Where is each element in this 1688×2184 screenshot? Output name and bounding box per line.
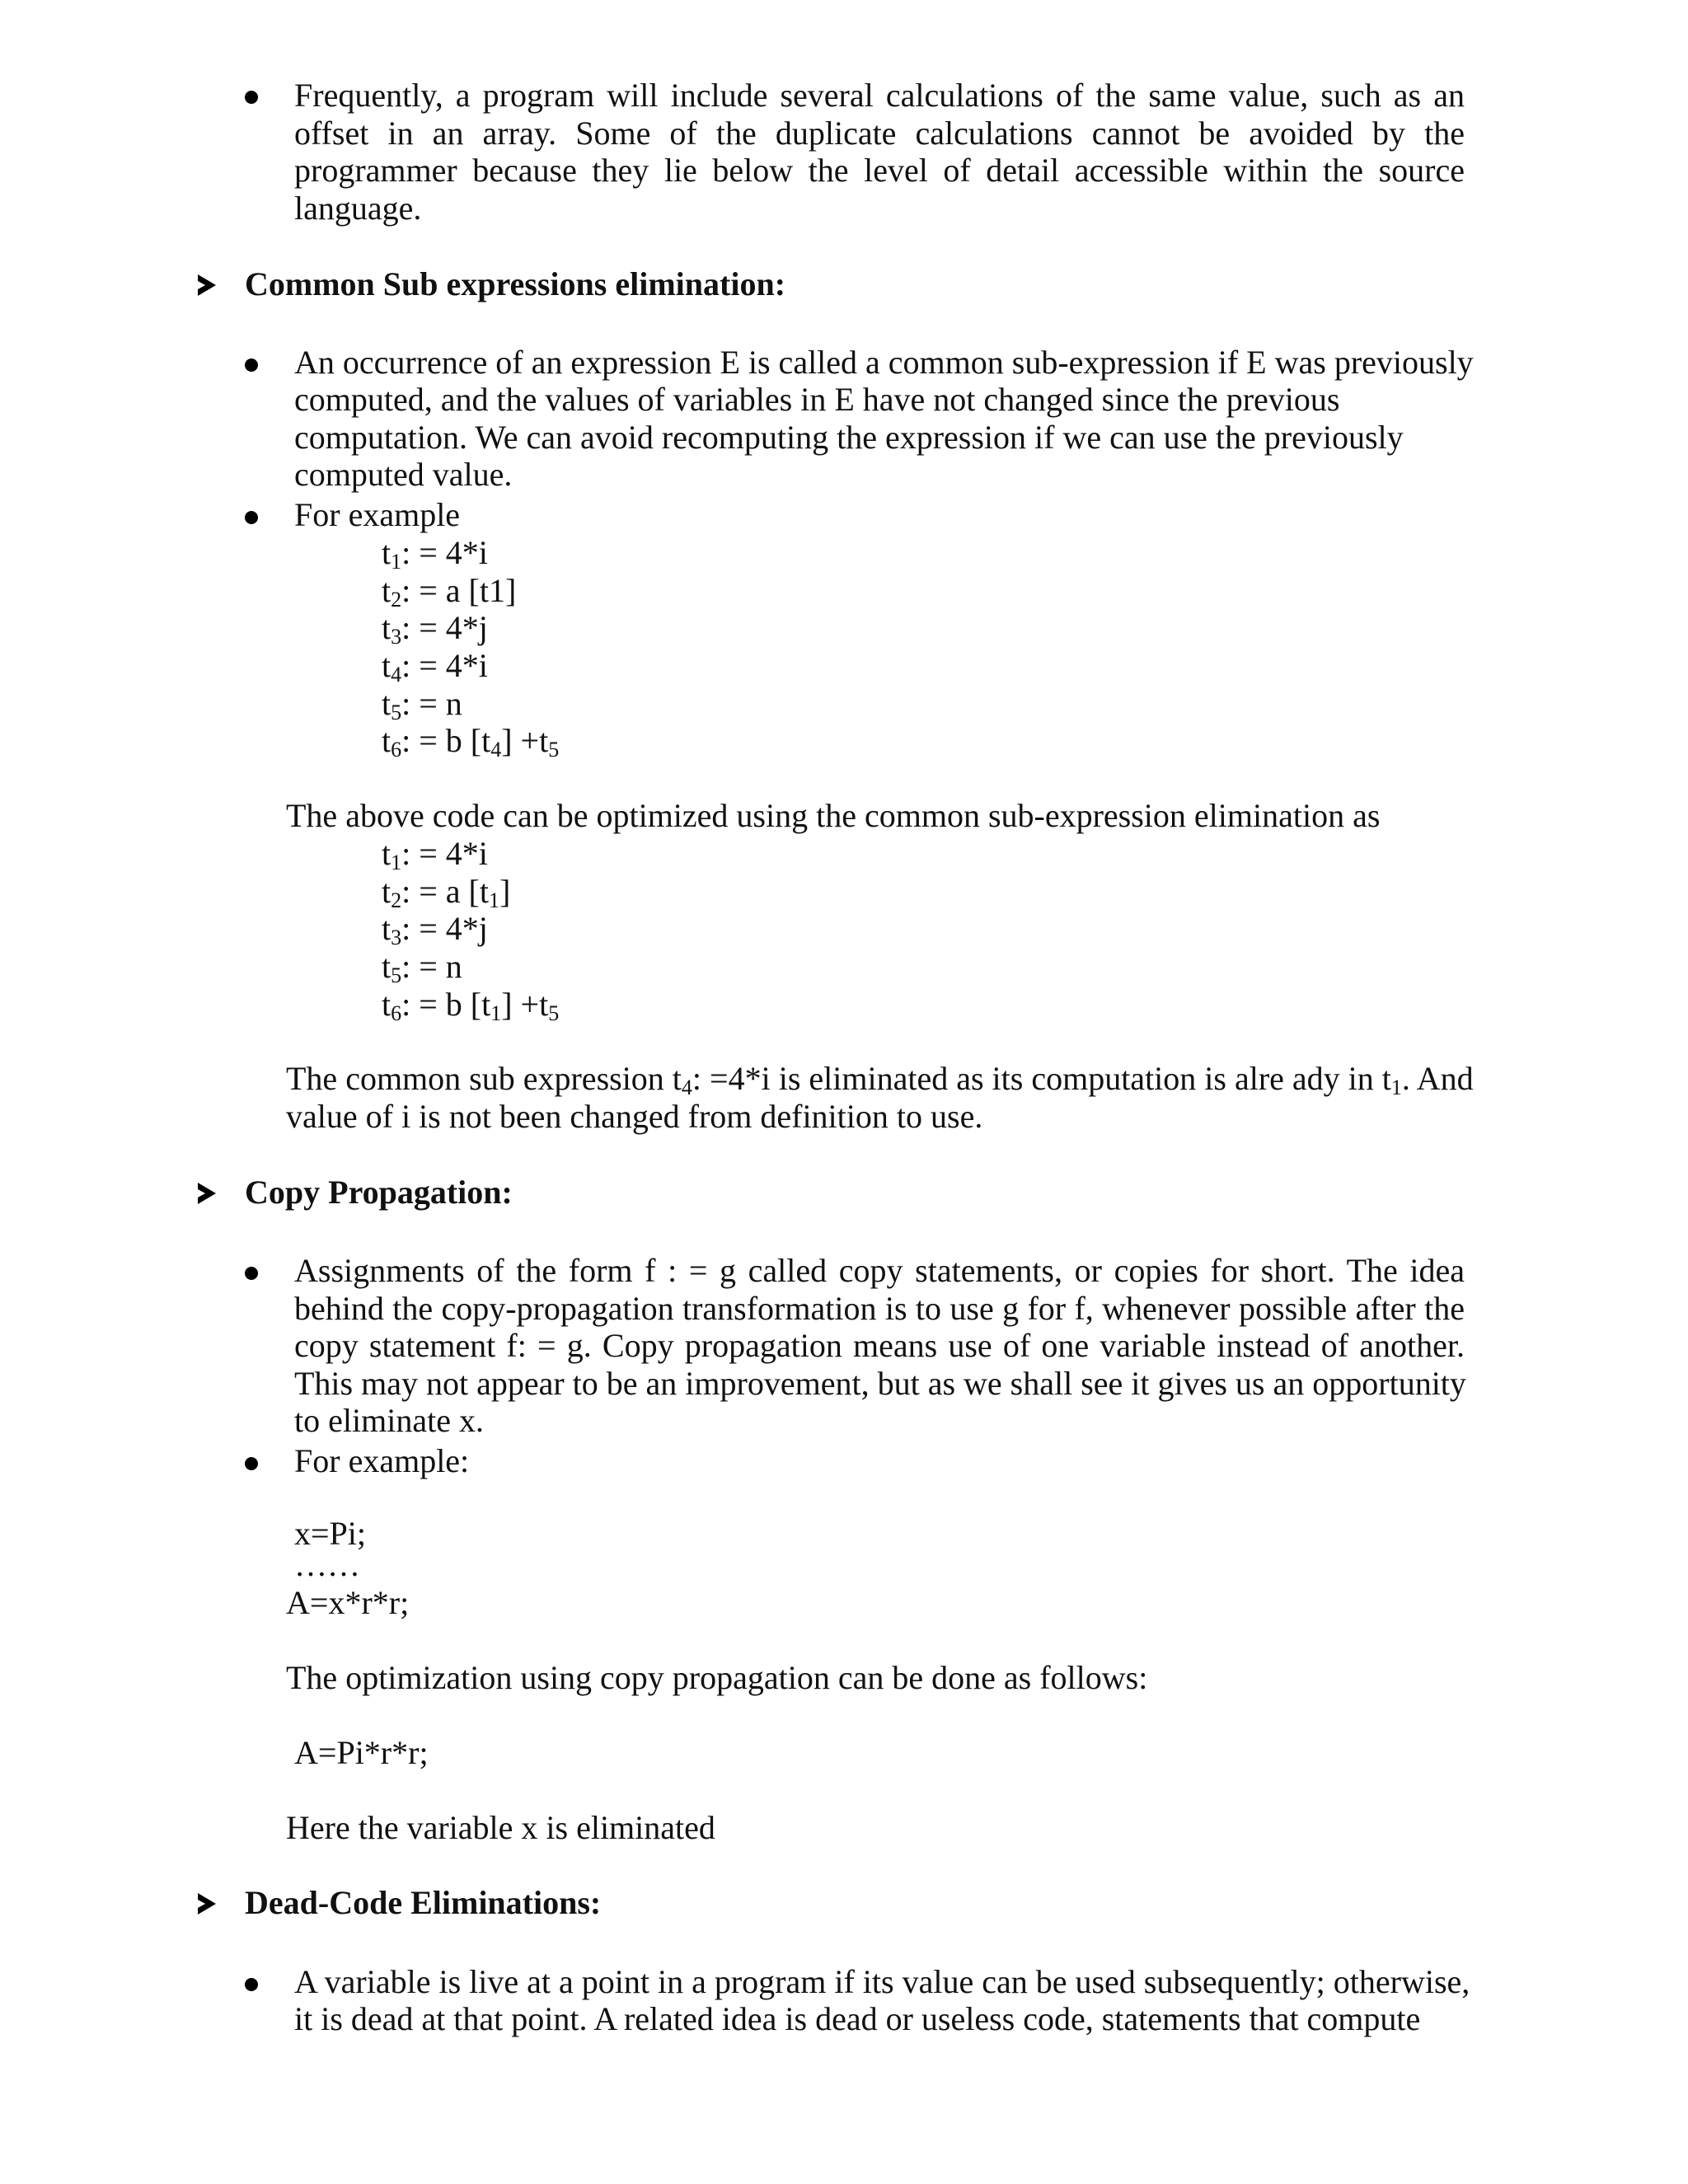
dead-heading: Dead-Code Eliminations: xyxy=(245,1884,602,1921)
intro-line-4: language. xyxy=(294,190,422,227)
dead-bullet1-line-1: A variable is live at a point in a program if its value can be used subsequently; otherwise, xyxy=(294,1963,1470,2000)
code2-line-1: $t_1$: = 4*i xyxy=(382,835,488,874)
code1-line-5: $t_5$: = n xyxy=(382,685,462,724)
cse-bullet1-line-1: An occurrence of an expression E is called a common sub-expression if E was previously xyxy=(294,344,1474,381)
cse-bullet1-line-4: computed value. xyxy=(294,456,513,493)
bullet-icon xyxy=(245,511,258,524)
copy-heading: Copy Propagation: xyxy=(245,1174,513,1211)
dead-bullet1-line-2: it is dead at that point. A related idea is dead or useless code, statements that compute xyxy=(294,2000,1421,2037)
copy-bullet1-line-1: Assignments of the form f : = g called copy statements, or copies for short. The idea xyxy=(294,1252,1465,1289)
intro-line-3: programmer because they lie below the level of detail accessible within the source xyxy=(294,152,1465,189)
copy-code-line-3: A=x*r*r; xyxy=(286,1584,410,1621)
code1-line-3: $t_3$: = 4*j xyxy=(382,609,488,649)
copy-optimized-code: A=Pi*r*r; xyxy=(294,1734,429,1771)
code1-line-4: $t_4$: = 4*i xyxy=(382,647,488,687)
code1-line-2: $t_2$: = a [t1] xyxy=(382,572,517,612)
cse-optimized-intro: The above code can be optimized using the common sub-expression elimination as xyxy=(286,797,1381,834)
copy-bullet1-line-3: copy statement f: = g. Copy propagation means use of one variable instead of another. xyxy=(294,1327,1465,1364)
cse-heading: Common Sub expressions elimination: xyxy=(245,265,786,302)
cse-bullet1-line-2: computed, and the values of variables in E have not changed since the previous xyxy=(294,381,1340,418)
cse-bullet1-line-3: computation. We can avoid recomputing the expression if we can use the previously xyxy=(294,419,1404,456)
copy-bullet1-line-4: This may not appear to be an improvement, but as we shall see it gives us an opportunity xyxy=(294,1365,1466,1402)
arrow-bullet-icon xyxy=(198,1183,216,1204)
intro-line-2: offset in an array. Some of the duplicate calculations cannot be avoided by the xyxy=(294,115,1465,152)
bullet-icon xyxy=(245,1457,258,1470)
code1-line-6: $t_6$: = b $[t_4] +t_5$ xyxy=(382,722,560,762)
code2-line-2: $t_2$: = a $[t_1]$ xyxy=(382,873,511,912)
cse-bullet2: For example xyxy=(294,496,461,533)
copy-eliminated-text: Here the variable x is eliminated xyxy=(286,1809,715,1846)
cse-conclusion-line-2: value of i is not been changed from definition to use. xyxy=(286,1098,983,1135)
cse-conclusion-line-1: The common sub expression $t_4$: =4*i is eliminated as its computation is alre ady in $t_1$. And xyxy=(286,1060,1474,1099)
code1-line-1: $t_1$: = 4*i xyxy=(382,534,488,574)
code2-line-4: $t_5$: = n xyxy=(382,948,462,987)
copy-code-line-1: x=Pi; xyxy=(294,1515,367,1552)
bullet-icon xyxy=(245,1978,258,1991)
copy-optimization-text: The optimization using copy propagation can be done as follows: xyxy=(286,1659,1148,1696)
copy-bullet1-line-5: to eliminate x. xyxy=(294,1402,484,1439)
bullet-icon xyxy=(245,1267,258,1280)
bullet-icon xyxy=(245,91,258,104)
bullet-icon xyxy=(245,359,258,372)
arrow-bullet-icon xyxy=(198,274,216,296)
copy-bullet2: For example: xyxy=(294,1442,470,1479)
copy-code-line-2: …… xyxy=(294,1546,360,1583)
code2-line-3: $t_3$: = 4*j xyxy=(382,910,488,949)
arrow-bullet-icon xyxy=(198,1893,216,1915)
copy-bullet1-line-2: behind the copy-propagation transformation is to use g for f, whenever possible after the xyxy=(294,1290,1465,1327)
intro-line-1: Frequently, a program will include several calculations of the same value, such as an xyxy=(294,77,1465,114)
code2-line-5: $t_6$: = b $[t_1] +t_5$ xyxy=(382,986,560,1025)
